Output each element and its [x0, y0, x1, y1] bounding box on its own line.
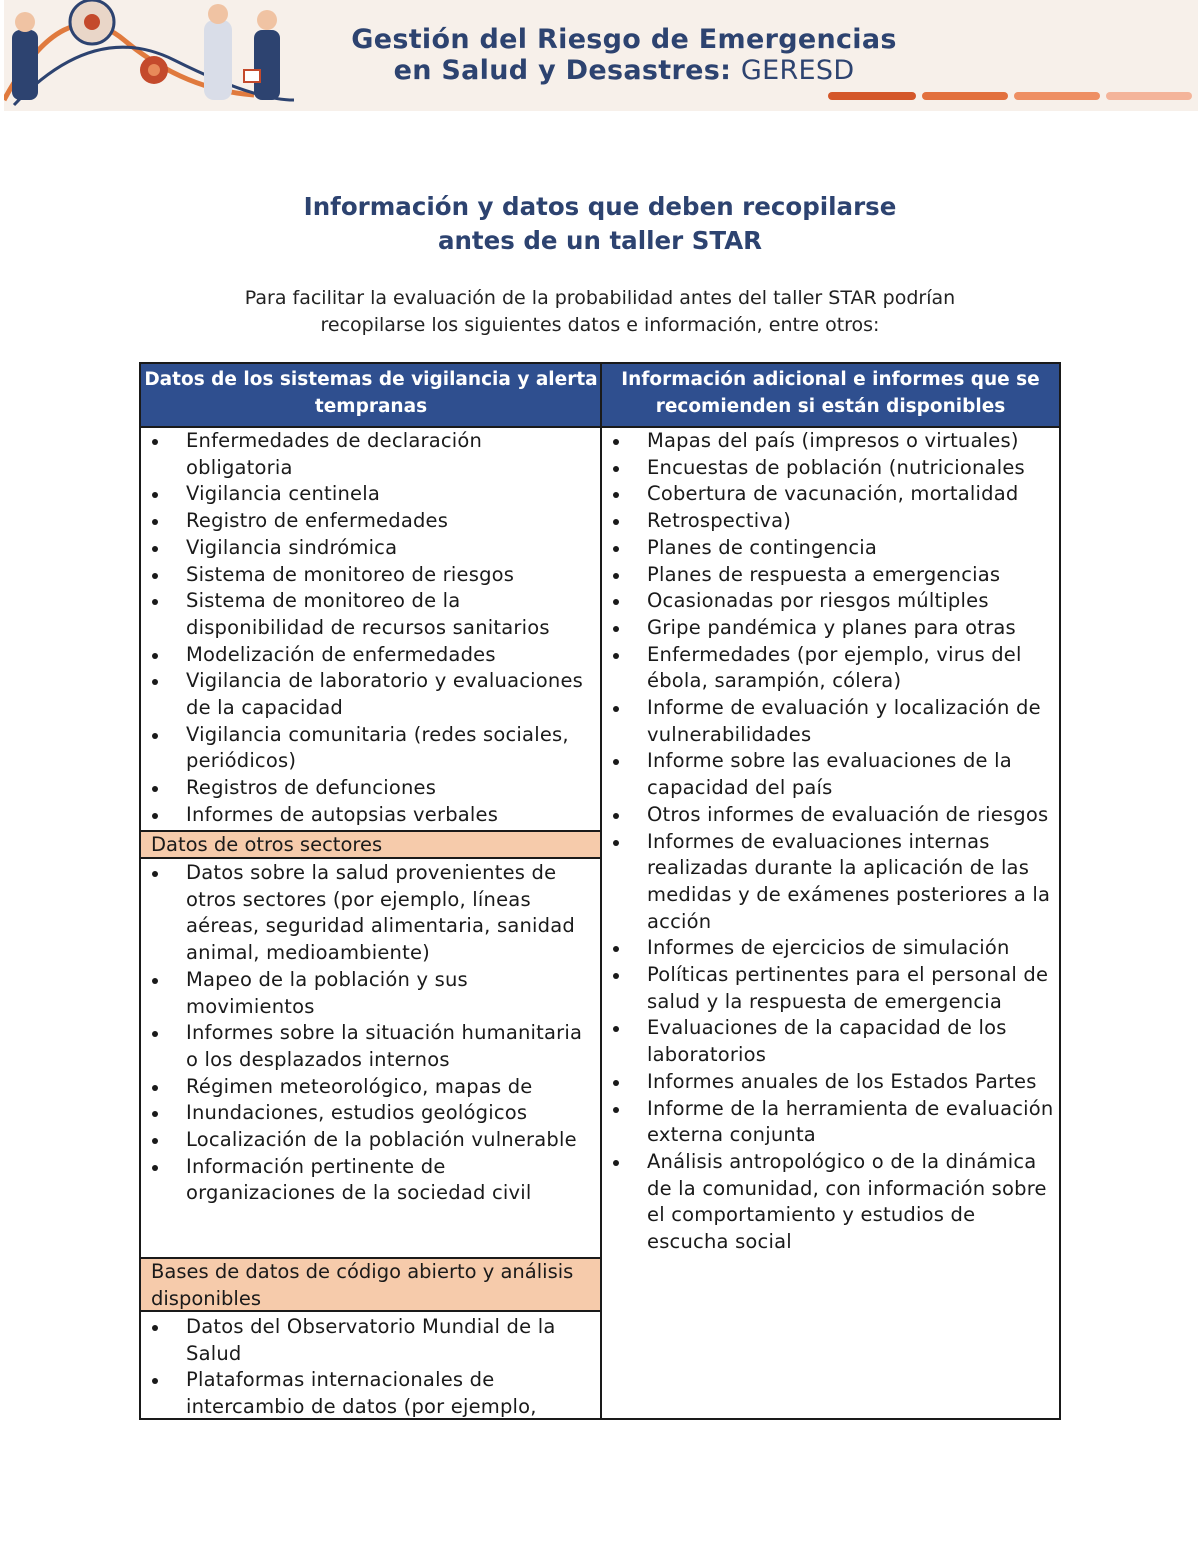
list-item: Análisis antropológico o de la dinámica de la comunidad, con información sobre el comportamiento y estudios de escucha social — [602, 1149, 1057, 1256]
list-item: Informe de la herramienta de evaluación externa conjunta — [602, 1096, 1057, 1149]
intro-line2: recopilarse los siguientes datos e información, entre otros: — [320, 313, 880, 336]
list-item: Vigilancia comunitaria (redes sociales, periódicos) — [141, 722, 591, 775]
list-item: Informes anuales de los Estados Partes — [602, 1069, 1057, 1096]
list-item: Registros de defunciones — [141, 775, 591, 802]
subheader-open-databases: Bases de datos de código abierto y análisis disponibles — [141, 1259, 600, 1310]
left-list-open-databases — [141, 1314, 591, 1421]
banner-title-line1: Gestión del Riesgo de Emergencias — [351, 24, 897, 55]
list-item: Datos del Observatorio Mundial de la Salud — [141, 1314, 591, 1367]
intro-line1: Para facilitar la evaluación de la probabilidad antes del taller STAR podrían — [244, 287, 956, 309]
left-list-other-sectors — [141, 860, 591, 1207]
list-item: Ocasionadas por riesgos múltiples — [602, 588, 1057, 615]
document-title-line1: Información y datos que deben recopilarse — [303, 192, 897, 221]
list-item: Vigilancia sindrómica — [141, 535, 591, 562]
list-item: Vigilancia centinela — [141, 481, 591, 508]
header-right: Información adicional e informes que se recomienden si están disponibles — [602, 364, 1059, 426]
list-item: Informes de evaluaciones internas realizadas durante la aplicación de las medidas y de exámenes posteriores a la acción — [602, 829, 1057, 936]
list-item: Sistema de monitoreo de la disponibilidad de recursos sanitarios — [141, 588, 591, 641]
list-item: Enfermedades de declaración obligatoria — [141, 428, 591, 481]
list-item: Evaluaciones de la capacidad de los laboratorios — [602, 1015, 1057, 1068]
list-item: Planes de contingencia — [602, 535, 1057, 562]
list-item: Enfermedades (por ejemplo, virus del ébola, sarampión, cólera) — [602, 642, 1057, 695]
document-title — [0, 190, 1200, 258]
divider-subheader-3-bottom — [141, 1310, 600, 1312]
list-item: Datos sobre la salud provenientes de otros sectores (por ejemplo, líneas aéreas, seguridad alimentaria, sanidad animal, medioambiente) — [141, 860, 591, 967]
list-item: Retrospectiva) — [602, 508, 1057, 535]
list-item: Registro de enfermedades — [141, 508, 591, 535]
list-item: Sistema de monitoreo de riesgos — [141, 562, 591, 589]
list-item: Informes de autopsias verbales — [141, 802, 591, 829]
intro-paragraph — [0, 285, 1200, 338]
list-item: Modelización de enfermedades — [141, 642, 591, 669]
banner-title — [304, 24, 944, 86]
list-item: Gripe pandémica y planes para otras — [602, 615, 1057, 642]
list-item: Régimen meteorológico, mapas de — [141, 1074, 591, 1101]
list-item: Otros informes de evaluación de riesgos — [602, 802, 1057, 829]
banner-title-text: en Salud y Desastres: — [393, 55, 732, 86]
divider-subheader-2-bottom — [141, 857, 600, 859]
list-item: Informes de ejercicios de simulación — [602, 935, 1057, 962]
list-item: Cobertura de vacunación, mortalidad — [602, 481, 1057, 508]
accent-bar-3 — [1014, 92, 1100, 100]
list-item: Inundaciones, estudios geológicos — [141, 1100, 591, 1127]
left-list-surveillance — [141, 428, 591, 829]
list-item: Informes sobre la situación humanitaria o los desplazados internos — [141, 1020, 591, 1073]
banner-illustration — [4, 0, 296, 111]
list-item: Planes de respuesta a emergencias — [602, 562, 1057, 589]
subheader-other-sectors: Datos de otros sectores — [141, 832, 600, 857]
list-item: Localización de la población vulnerable — [141, 1127, 591, 1154]
list-item: Información pertinente de organizaciones de la sociedad civil — [141, 1154, 591, 1207]
list-item: Plataformas internacionales de intercambio de datos (por ejemplo, — [141, 1367, 591, 1420]
accent-bar-1 — [828, 92, 916, 100]
list-item: Informe sobre las evaluaciones de la capacidad del país — [602, 748, 1057, 801]
banner-title-tag: GERESD — [740, 55, 855, 86]
banner-title-line2 — [304, 55, 944, 86]
list-item: Vigilancia de laboratorio y evaluaciones de la capacidad — [141, 668, 591, 721]
list-item: Encuestas de población (nutricionales — [602, 455, 1057, 482]
accent-bar-2 — [922, 92, 1008, 100]
list-item: Informe de evaluación y localización de vulnerabilidades — [602, 695, 1057, 748]
list-item: Mapeo de la población y sus movimientos — [141, 967, 591, 1020]
document-title-line2: antes de un taller STAR — [437, 226, 763, 255]
list-item: Mapas del país (impresos o virtuales) — [602, 428, 1057, 455]
header-left: Datos de los sistemas de vigilancia y alerta tempranas — [141, 364, 601, 426]
accent-bar-4 — [1106, 92, 1192, 100]
right-list-additional-reports — [602, 428, 1057, 1256]
header-banner — [4, 0, 1198, 111]
list-item: Políticas pertinentes para el personal de salud y la respuesta de emergencia — [602, 962, 1057, 1015]
data-table — [139, 362, 1061, 1420]
